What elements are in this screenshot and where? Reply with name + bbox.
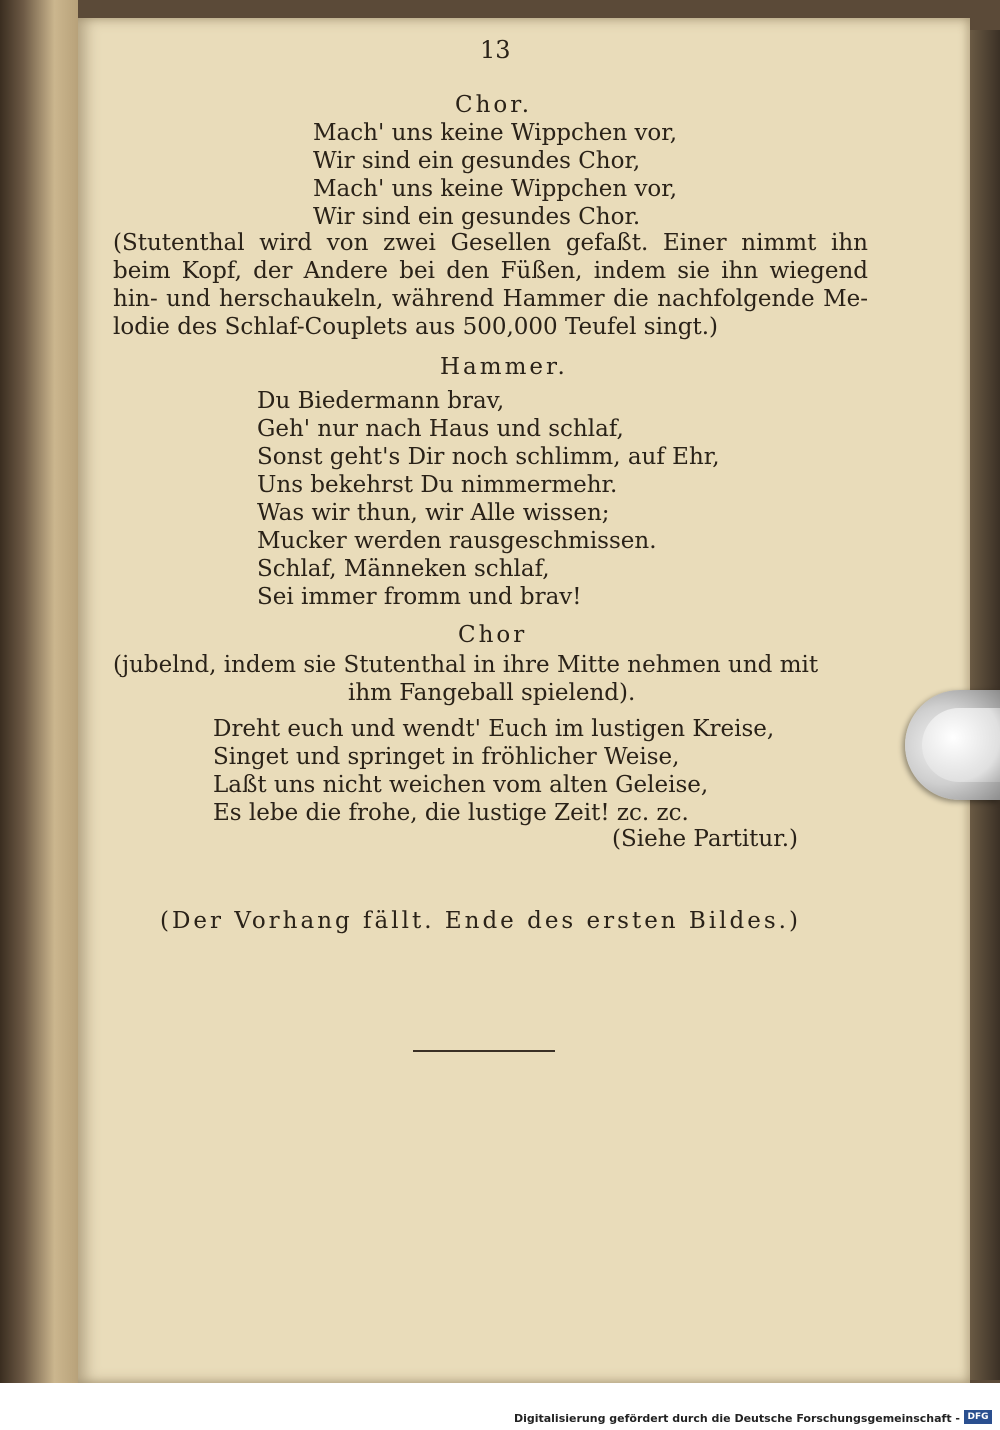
stage-direction-line: hin- und herschaukeln, während Hammer die nachfolgende Me- <box>113 286 868 312</box>
chor2-direction-line: (jubelnd, indem sie Stutenthal in ihre Mitte nehmen und mit <box>113 652 819 678</box>
section-rule <box>413 1050 555 1052</box>
footer-credit: Digitalisierung gefördert durch die Deutsche Forschungsgemeinschaft - <box>513 1412 960 1425</box>
chor2-line: Es lebe die frohe, die lustige Zeit! zc. zc. <box>213 800 689 826</box>
chor1-line: Mach' uns keine Wippchen vor, <box>313 120 678 146</box>
chor1-heading: Chor. <box>455 92 533 118</box>
hammer-line: Schlaf, Männeken schlaf, <box>257 556 550 582</box>
book-spine <box>0 0 78 1385</box>
stage-direction-line: beim Kopf, der Andere bei den Füßen, indem sie ihn wiegend <box>113 258 868 284</box>
chor2-heading: Chor <box>458 622 528 648</box>
hammer-line: Was wir thun, wir Alle wissen; <box>257 500 610 526</box>
dfg-logo: DFG <box>964 1410 992 1424</box>
curtain-line: (Der Vorhang fällt. Ende des ersten Bildes.) <box>160 908 801 934</box>
chor2-line: Singet und springet in fröhlicher Weise, <box>213 744 680 770</box>
stage-direction-line: lodie des Schlaf-Couplets aus 500,000 Teufel singt.) <box>113 314 718 340</box>
stage-direction-line: (Stutenthal wird von zwei Gesellen gefaßt. Einer nimmt ihn <box>113 230 868 256</box>
hammer-line: Sei immer fromm und brav! <box>257 584 582 610</box>
chor2-line: Dreht euch und wendt' Euch im lustigen Kreise, <box>213 716 775 742</box>
chor1-line: Wir sind ein gesundes Chor, <box>313 148 641 174</box>
partitur-note: (Siehe Partitur.) <box>612 826 798 852</box>
hammer-line: Geh' nur nach Haus und schlaf, <box>257 416 624 442</box>
chor1-line: Wir sind ein gesundes Chor. <box>313 204 641 230</box>
hammer-line: Du Biedermann brav, <box>257 388 505 414</box>
chor2-direction-line: ihm Fangeball spielend). <box>348 680 636 706</box>
page-clip-highlight <box>922 708 1000 782</box>
page-number: 13 <box>480 36 511 64</box>
hammer-line: Sonst geht's Dir noch schlimm, auf Ehr, <box>257 444 720 470</box>
hammer-heading: Hammer. <box>440 354 568 380</box>
hammer-line: Mucker werden rausgeschmissen. <box>257 528 657 554</box>
hammer-line: Uns bekehrst Du nimmermehr. <box>257 472 618 498</box>
chor2-line: Laßt uns nicht weichen vom alten Geleise, <box>213 772 709 798</box>
chor1-line: Mach' uns keine Wippchen vor, <box>313 176 678 202</box>
